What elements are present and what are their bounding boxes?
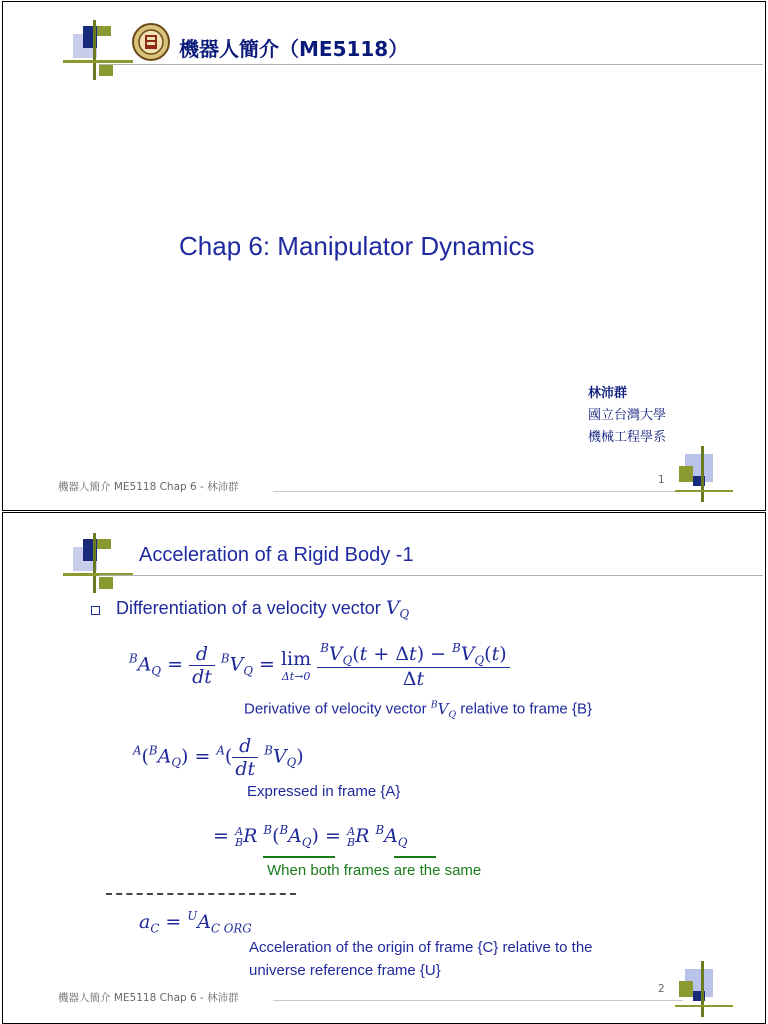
footer-line — [273, 1000, 683, 1001]
equation-3: = A B R $^B(^BA_Q)$ = A B R $^BA_Q$ — [213, 823, 408, 850]
header-decoration — [63, 20, 133, 80]
chapter-title: Chap 6: Manipulator Dynamics — [179, 231, 535, 261]
equation-1: $^BA_Q$ = $\frac{d}{dt}$ $^BV_Q$ = lim Δt→0 $\frac{^BV_Q(t + \Delta t) - ^BV_Q(t)}{\Delta t}$ — [129, 641, 510, 690]
header-underline — [99, 575, 763, 576]
underline-left — [263, 856, 335, 858]
university-seal-icon — [131, 22, 171, 62]
equation-4-note-line-1: Acceleration of the origin of frame {C} relative to the — [249, 939, 593, 956]
equation-2: $^A(^BA_Q) = ^A$( $\frac{d}{dt}$ $^BV_Q$) — [133, 735, 304, 780]
affiliation-university: 國立台灣大學 — [588, 408, 667, 423]
bullet-text — [116, 597, 409, 621]
slide-title: Acceleration of a Rigid Body -1 — [139, 544, 414, 566]
equation-4-note-line-2: universe reference frame {U} — [249, 962, 441, 979]
equation-1-note-tail: relative to frame {B} — [460, 700, 592, 718]
header-underline — [99, 64, 763, 65]
header-decoration — [63, 533, 133, 593]
slide-2 — [2, 512, 766, 1024]
author-name: 林沛群 — [588, 386, 628, 401]
underline-right — [394, 856, 436, 858]
bullet-variable: V — [385, 597, 400, 619]
footer-decoration — [675, 961, 733, 1017]
footer-text: 機器人簡介 ME5118 Chap 6 - 林沛群 — [58, 992, 239, 1004]
footer-line — [273, 491, 683, 492]
slide-1 — [2, 1, 766, 511]
bullet-variable-subscript: Q — [399, 607, 410, 622]
footer-decoration — [675, 446, 733, 502]
bullet-square-icon — [91, 606, 100, 615]
footer-text: 機器人簡介 ME5118 Chap 6 - 林沛群 — [58, 481, 239, 493]
equation-1-note: Derivative of velocity vector $^BV_Q$ relative to frame {B} — [244, 699, 592, 720]
affiliation-department: 機械工程學系 — [588, 430, 667, 445]
equation-3-note: When both frames are the same — [267, 862, 482, 879]
page-number: 2 — [658, 983, 665, 995]
page-number: 1 — [658, 474, 665, 486]
equation-2-note: Expressed in frame {A} — [247, 783, 401, 800]
course-header-title: 機器人簡介（ME5118） — [179, 37, 409, 61]
equation-4: $a_C = ^UA_{C ORG}$ — [139, 909, 252, 936]
bullet-label: Differentiation of a velocity vector — [116, 598, 381, 618]
dashed-separator — [106, 893, 296, 895]
equation-1-note-text: Derivative of velocity vector — [244, 700, 427, 718]
